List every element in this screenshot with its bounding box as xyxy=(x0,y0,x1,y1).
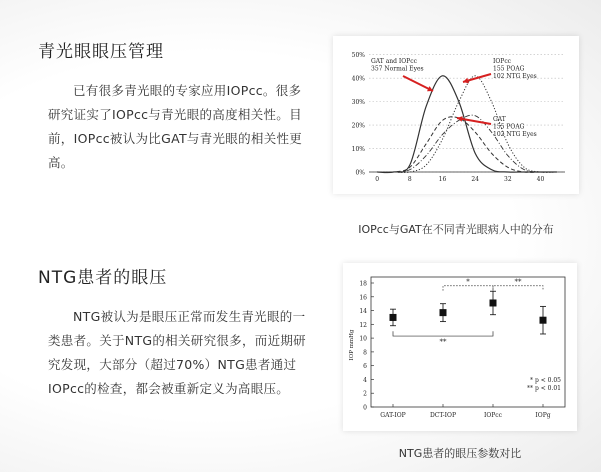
iop-comparison-chart-caption: NTG患者的眼压参数对比 xyxy=(398,447,522,460)
annotation-text: 102 NTG Eyes xyxy=(493,131,537,138)
significance-bracket xyxy=(393,331,493,336)
x-tick-label: 16 xyxy=(438,176,447,183)
significance-label: ** xyxy=(514,277,522,286)
x-tick-label: GAT-IOP xyxy=(380,412,406,419)
x-tick-label: 0 xyxy=(375,176,380,183)
legend-entry: * p < 0.05 xyxy=(530,377,561,385)
annotation-text: 357 Normal Eyes xyxy=(371,65,424,73)
annotation-text: 155 POAG xyxy=(493,123,525,131)
iop-comparison-chart-panel xyxy=(343,263,577,431)
section2-paragraph: NTG被认为是眼压正常而发生青光眼的一类患者。关于NTG的相关研究很多，而近期研究发现，大部分（超过70%）NTG患者通过IOPcc的检查，都会被重新定义为高眼压。 xyxy=(48,309,306,396)
y-tick-label: 4 xyxy=(363,376,367,384)
section1-paragraph: 已有很多青光眼的专家应用IOPcc。很多研究证实了IOPcc与青光眼的高度相关性。目前，IOPcc被认为比GAT与青光眼的相关性更高。 xyxy=(48,83,303,170)
y-tick-label: 14 xyxy=(359,308,367,316)
data-point xyxy=(440,309,447,316)
y-tick-label: 30% xyxy=(351,99,365,107)
data-point xyxy=(390,314,397,321)
distribution-chart xyxy=(333,36,579,194)
y-tick-label: 12 xyxy=(359,321,367,329)
y-tick-label: 8 xyxy=(363,349,367,357)
data-point xyxy=(540,317,547,324)
x-tick-label: IOPg xyxy=(535,412,551,419)
y-tick-label: 2 xyxy=(363,390,367,398)
annotation-text: GAT and IOPcc xyxy=(371,58,417,65)
y-tick-label: 10% xyxy=(351,146,365,154)
x-tick-label: 40 xyxy=(536,176,545,183)
significance-label: * xyxy=(466,277,470,286)
annotation-text: 155 POAG xyxy=(493,65,525,73)
y-tick-label: 16 xyxy=(359,294,367,302)
x-tick-label: 32 xyxy=(504,176,512,183)
annotation-text: IOPcc xyxy=(493,58,512,65)
annotation-text: 102 NTG Eyes xyxy=(493,73,537,80)
significance-bracket xyxy=(493,286,543,291)
x-tick-label: DCT-IOP xyxy=(430,412,456,419)
y-tick-label: 20% xyxy=(351,122,365,130)
x-tick-label: 8 xyxy=(407,176,412,183)
section2-title: NTG患者的眼压 xyxy=(38,268,168,288)
significance-bracket xyxy=(443,286,493,291)
x-tick-label: 24 xyxy=(471,176,479,183)
data-point xyxy=(490,299,497,306)
y-tick-label: 0 xyxy=(363,404,367,412)
y-tick-label: 40% xyxy=(351,75,365,83)
x-tick-label: IOPcc xyxy=(483,412,503,419)
legend-entry: ** p < 0.01 xyxy=(527,385,561,393)
y-tick-label: 10 xyxy=(359,335,367,343)
iop-comparison-chart xyxy=(343,263,577,431)
y-axis-label: IOP mmHg xyxy=(349,329,355,361)
y-tick-label: 6 xyxy=(363,363,367,371)
y-tick-label: 18 xyxy=(359,280,367,288)
section1-title: 青光眼眼压管理 xyxy=(38,42,164,62)
y-tick-label: 0% xyxy=(355,169,365,177)
distribution-chart-caption: IOPcc与GAT在不同青光眼病人中的分布 xyxy=(358,223,554,236)
y-tick-label: 50% xyxy=(351,52,365,60)
distribution-chart-panel xyxy=(333,36,579,194)
annotation-text: GAT xyxy=(493,116,506,123)
significance-label: ** xyxy=(439,338,447,347)
